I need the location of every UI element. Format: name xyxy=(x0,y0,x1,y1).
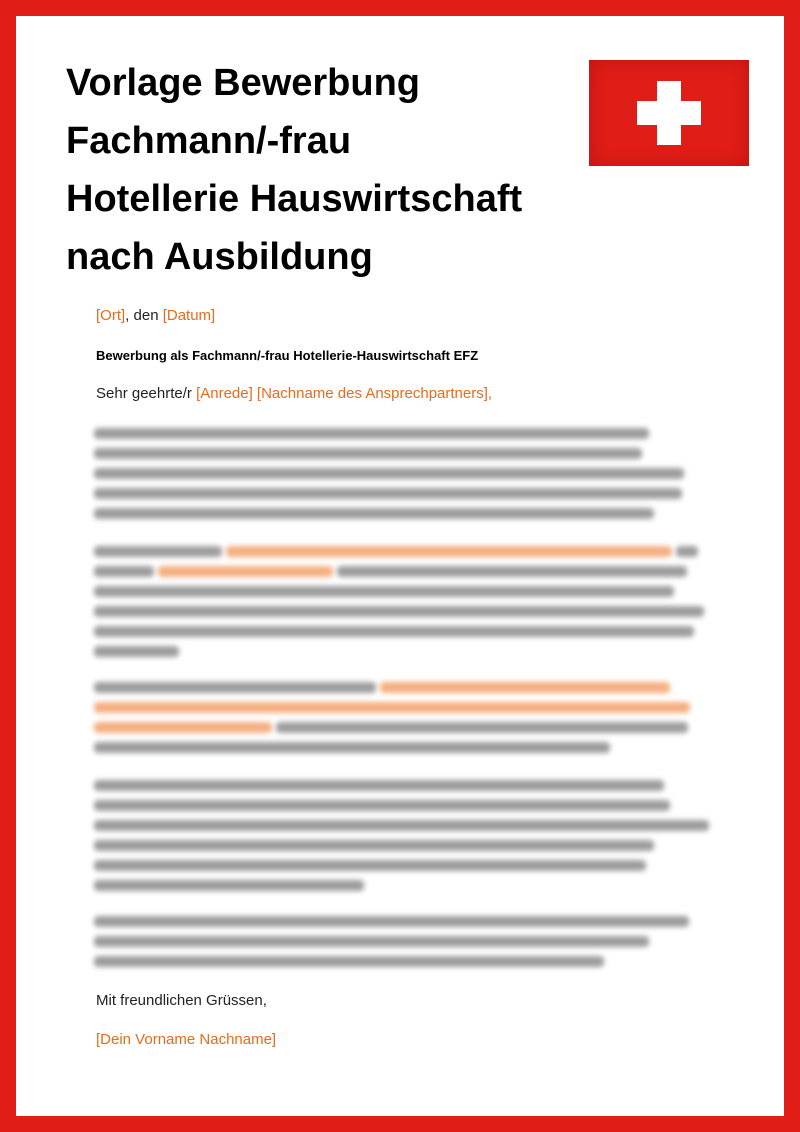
place-placeholder: [Ort] xyxy=(96,307,126,324)
title-line-3: Hotellerie Hauswirtschaft xyxy=(66,178,523,220)
blurred-line-mixed xyxy=(94,682,724,702)
blurred-line-mixed xyxy=(94,546,724,566)
title-line-2: Fachmann/-frau xyxy=(66,120,352,162)
blurred-paragraph-2 xyxy=(94,546,724,666)
blurred-line xyxy=(94,936,649,947)
blurred-line xyxy=(94,586,674,597)
blurred-line xyxy=(94,780,664,791)
blurred-line xyxy=(94,508,654,519)
page-title xyxy=(66,54,586,286)
swiss-flag-icon xyxy=(589,60,749,166)
salutation-line xyxy=(96,385,492,402)
title-line-4: nach Ausbildung xyxy=(66,236,373,278)
blurred-line-mixed xyxy=(94,566,724,586)
salutation-prefix: Sehr geehrte/r xyxy=(96,385,197,402)
blurred-line xyxy=(94,468,684,479)
date-placeholder: [Datum] xyxy=(162,307,216,324)
blurred-line xyxy=(94,800,670,811)
subject-line: Bewerbung als Fachmann/-frau Hotellerie-Hauswirtschaft EFZ xyxy=(96,348,479,363)
blurred-paragraph-4 xyxy=(94,780,724,900)
signature-placeholder: [Dein Vorname Nachname] xyxy=(96,1031,277,1048)
blurred-line xyxy=(94,820,709,831)
blurred-line xyxy=(94,626,694,637)
blurred-paragraph-5 xyxy=(94,916,724,976)
blurred-line-mixed xyxy=(94,722,724,742)
blurred-line xyxy=(94,880,364,891)
blurred-line xyxy=(94,606,704,617)
blurred-line xyxy=(94,742,610,753)
blurred-line xyxy=(94,840,654,851)
blurred-paragraph-1 xyxy=(94,428,724,528)
blurred-paragraph-3 xyxy=(94,682,724,762)
blurred-line xyxy=(94,428,649,439)
blurred-line xyxy=(94,956,604,967)
title-line-1: Vorlage Bewerbung xyxy=(66,62,421,104)
blurred-line xyxy=(94,916,689,927)
blurred-line xyxy=(94,488,682,499)
blurred-line xyxy=(94,646,179,657)
blurred-line-placeholder xyxy=(94,702,690,713)
flag-cross-horizontal xyxy=(637,101,701,125)
place-date-line xyxy=(96,307,215,324)
closing-line: Mit freundlichen Grüssen, xyxy=(96,992,267,1009)
blurred-line xyxy=(94,448,642,459)
blurred-line xyxy=(94,860,646,871)
date-separator: , den xyxy=(125,307,163,324)
salutation-placeholder: [Anrede] [Nachname des Ansprechpartners], xyxy=(196,385,493,402)
